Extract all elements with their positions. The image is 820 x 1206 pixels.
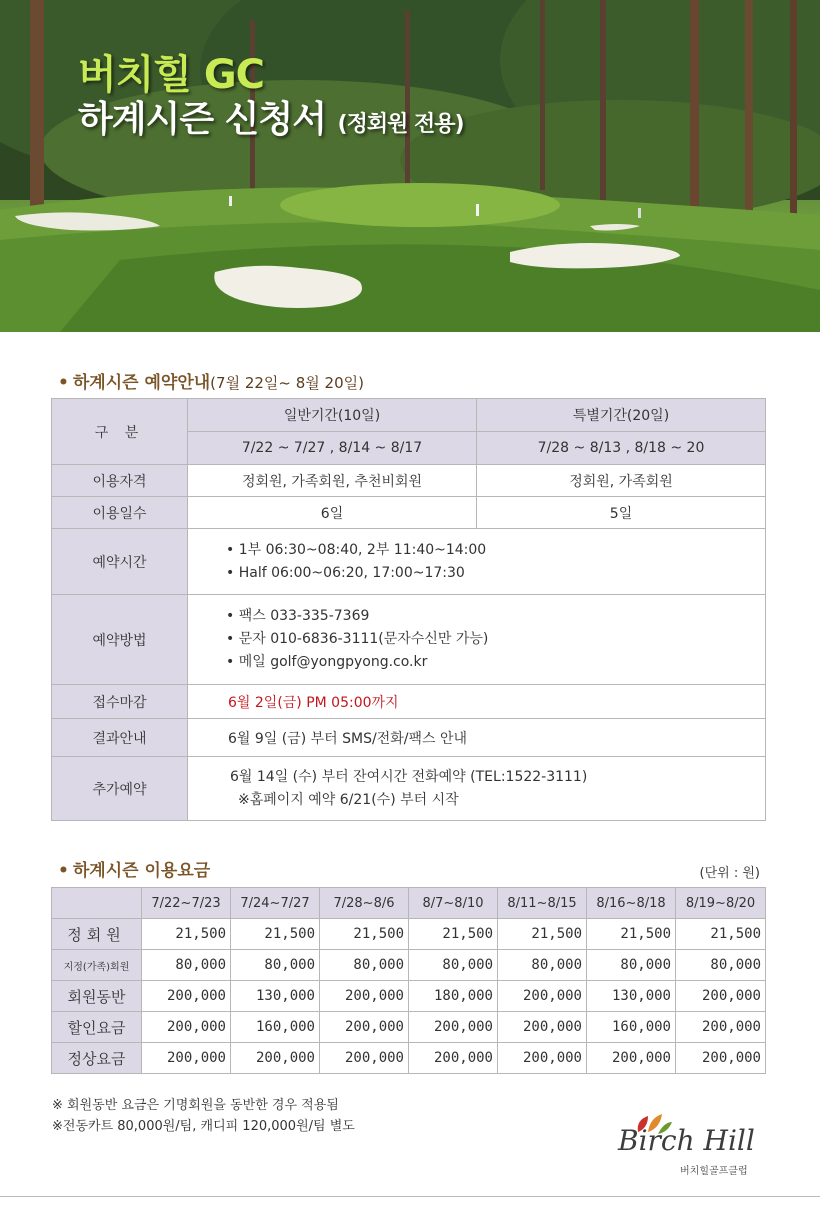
section-heading-text: 하계시즌 예약안내 — [72, 373, 211, 393]
fee-cell: 21,500 — [320, 919, 409, 950]
deadline-value: 6월 2일(금) PM 05:00까지 — [188, 685, 766, 719]
fee-row-family-member — [52, 950, 766, 981]
fee-cell: 80,000 — [498, 950, 587, 981]
fee-cell: 200,000 — [587, 1043, 676, 1074]
fee-cell: 180,000 — [409, 981, 498, 1012]
fee-col-header: 8/7~8/10 — [409, 888, 498, 919]
golf-course-illustration — [0, 0, 820, 332]
bullet-icon: • — [58, 373, 69, 393]
hero-title-sub: (정회원 전용) — [337, 112, 464, 137]
fee-col-header: 8/16~8/18 — [587, 888, 676, 919]
eligibility-special: 정회원, 가족회원 — [477, 465, 766, 497]
time-values — [188, 529, 766, 595]
footnote-cart-caddie: ※전동카트 80,000원/팀, 캐디피 120,000원/팀 별도 — [52, 1119, 355, 1134]
category-header: 구 분 — [52, 399, 188, 465]
fee-cell: 21,500 — [409, 919, 498, 950]
fee-cell: 21,500 — [587, 919, 676, 950]
fee-cell: 80,000 — [320, 950, 409, 981]
fee-table — [51, 887, 766, 1074]
days-special: 5일 — [477, 497, 766, 529]
fee-col-header: 7/24~7/27 — [231, 888, 320, 919]
method-label: 예약방법 — [52, 595, 188, 685]
fee-cell: 200,000 — [231, 1043, 320, 1074]
fee-row-label: 지정(가족)회원 — [52, 950, 142, 981]
fee-cell: 80,000 — [409, 950, 498, 981]
special-period-dates: 7/28 ~ 8/13 , 8/18 ~ 20 — [477, 432, 766, 465]
time-line-1: • 1부 06:30~08:40, 2부 11:40~14:00 — [226, 541, 487, 558]
fee-row-label: 회원동반 — [52, 981, 142, 1012]
fee-cell: 130,000 — [231, 981, 320, 1012]
fee-cell: 200,000 — [409, 1043, 498, 1074]
fee-cell: 200,000 — [498, 981, 587, 1012]
fee-cell: 21,500 — [142, 919, 231, 950]
time-line-2: • Half 06:00~06:20, 17:00~17:30 — [226, 564, 465, 581]
method-sms: • 문자 010-6836-3111(문자수신만 가능) — [226, 631, 489, 647]
normal-period-dates: 7/22 ~ 7/27 , 8/14 ~ 8/17 — [188, 432, 477, 465]
days-label: 이용일수 — [52, 497, 188, 529]
fee-cell: 130,000 — [587, 981, 676, 1012]
fee-cell: 200,000 — [142, 1012, 231, 1043]
bullet-icon: • — [58, 861, 69, 881]
reservation-table — [51, 398, 766, 821]
logo-korean: 버치힐골프클럽 — [680, 1166, 748, 1177]
hero-banner — [0, 0, 820, 332]
method-values — [188, 595, 766, 685]
fee-row-label: 할인요금 — [52, 1012, 142, 1043]
fee-cell: 200,000 — [320, 1012, 409, 1043]
extra-line-2: ※홈페이지 예약 6/21(수) 부터 시작 — [238, 791, 459, 808]
method-email: • 메일 golf@yongpyong.co.kr — [226, 654, 428, 670]
hero-title-form — [78, 98, 464, 147]
section-heading-reservation — [58, 368, 364, 393]
fee-cell: 200,000 — [676, 1012, 766, 1043]
fee-row-regular-member — [52, 919, 766, 950]
result-value: 6월 9일 (금) 부터 SMS/전화/팩스 안내 — [188, 719, 766, 757]
fee-cell: 200,000 — [676, 981, 766, 1012]
fee-cell: 80,000 — [231, 950, 320, 981]
fee-cell: 200,000 — [409, 1012, 498, 1043]
fee-cell: 200,000 — [498, 1012, 587, 1043]
fee-cell: 200,000 — [320, 981, 409, 1012]
fee-cell: 80,000 — [676, 950, 766, 981]
method-fax: • 팩스 033-335-7369 — [226, 608, 370, 624]
fee-cell: 200,000 — [320, 1043, 409, 1074]
footnote-accompanied: ※ 회원동반 요금은 기명회원을 동반한 경우 적용됨 — [52, 1098, 339, 1113]
fee-col-header: 8/19~8/20 — [676, 888, 766, 919]
fee-row-accompanied — [52, 981, 766, 1012]
section-heading-period: (7월 22일~ 8월 20일) — [210, 374, 364, 392]
fee-cell: 160,000 — [587, 1012, 676, 1043]
bottom-divider — [0, 1196, 820, 1197]
fee-row-label: 정회원 — [52, 919, 142, 950]
fee-cell: 21,500 — [498, 919, 587, 950]
days-normal: 6일 — [188, 497, 477, 529]
result-label: 결과안내 — [52, 719, 188, 757]
fee-cell: 160,000 — [231, 1012, 320, 1043]
fee-cell: 80,000 — [142, 950, 231, 981]
hero-title — [78, 52, 464, 147]
hero-title-club: 버치힐 GC — [78, 52, 265, 98]
fee-cell: 200,000 — [676, 1043, 766, 1074]
special-period-header: 특별기간(20일) — [477, 399, 766, 432]
eligibility-normal: 정회원, 가족회원, 추천비회원 — [188, 465, 477, 497]
extra-line-1: 6월 14일 (수) 부터 잔여시간 전화예약 (TEL:1522-3111) — [230, 768, 588, 785]
fee-row-label: 정상요금 — [52, 1043, 142, 1074]
deadline-label: 접수마감 — [52, 685, 188, 719]
logo-wordmark: Birch Hill — [618, 1124, 755, 1157]
time-label: 예약시간 — [52, 529, 188, 595]
section-heading-fees — [58, 856, 210, 881]
fee-cell: 80,000 — [587, 950, 676, 981]
fee-cell: 200,000 — [142, 981, 231, 1012]
normal-period-header: 일반기간(10일) — [188, 399, 477, 432]
footnotes — [52, 1095, 355, 1137]
fee-cell: 200,000 — [498, 1043, 587, 1074]
birch-hill-logo — [612, 1112, 772, 1182]
fee-cell: 21,500 — [231, 919, 320, 950]
fee-cell: 200,000 — [142, 1043, 231, 1074]
fee-col-header: 7/22~7/23 — [142, 888, 231, 919]
fee-col-header: 8/11~8/15 — [498, 888, 587, 919]
eligibility-label: 이용자격 — [52, 465, 188, 497]
fee-col-header: 7/28~8/6 — [320, 888, 409, 919]
fee-row-discount — [52, 1012, 766, 1043]
fee-cell: 21,500 — [676, 919, 766, 950]
section-heading-text: 하계시즌 이용요금 — [72, 861, 211, 881]
extra-values — [188, 757, 766, 821]
hero-title-main: 하계시즌 신청서 — [78, 99, 326, 140]
unit-label: (단위 : 원) — [699, 866, 760, 881]
extra-label: 추가예약 — [52, 757, 188, 821]
fee-table-corner — [52, 888, 142, 919]
fee-row-standard — [52, 1043, 766, 1074]
